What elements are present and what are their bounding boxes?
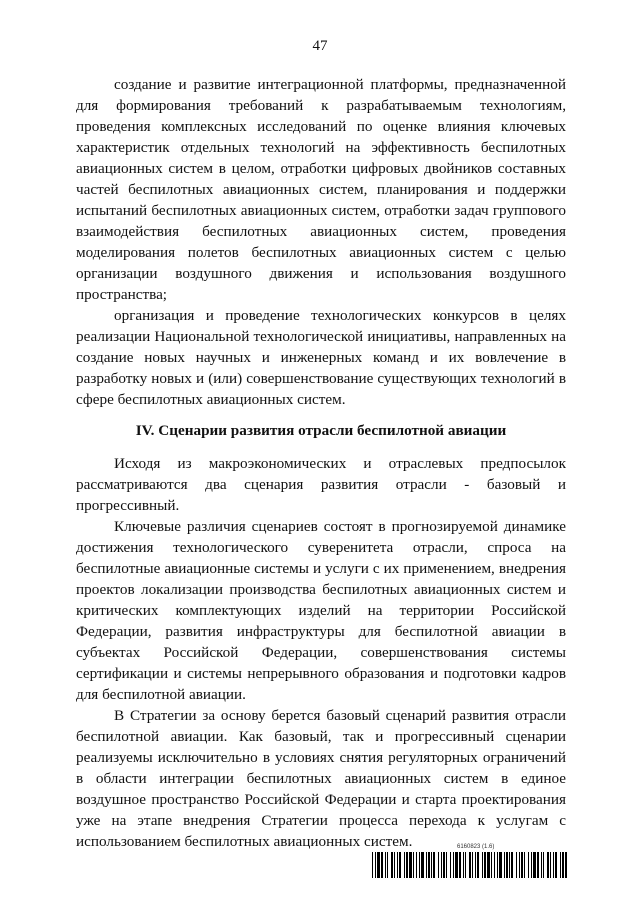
barcode-image: [372, 852, 567, 878]
document-body: [76, 74, 566, 852]
paragraph-two-scenarios: Исходя из макроэкономических и отраслевых предпосылок рассматриваются два сценария развития отрасли - базовый и прогрессивный.: [76, 455, 566, 514]
paragraph-scenario-differences: Ключевые различия сценариев состоят в прогнозируемой динамике достижения технологического суверенитета отрасли, спроса на беспилотные авиационные системы и услуги с их применением, внедрения проектов локализации производства беспилотных авиационных систем и критических комплектующих изделий на территории Российской Федерации, развития инфраструктуры для беспилотной авиации в субъектах Российской Федерации, совершенствования системы сертификации и системы непрерывного образования и подготовки кадров для беспилотной авиации.: [76, 518, 566, 703]
page-number: 47: [312, 38, 328, 54]
paragraph-base-scenario: В Стратегии за основу берется базовый сценарий развития отрасли беспилотной авиации. Как базовый, так и прогрессивный сценарии реализуемы исключительно в условиях снятия регуляторных ограничений в области интеграции беспилотных авиационных систем в единое воздушное пространство Российской Федерации и старта проектирования уже на этапе внедрения Стратегии процесса перехода к услугам с использованием беспилотных авиационных систем.: [76, 707, 566, 850]
paragraph-integration-platform: создание и развитие интеграционной платформы, предназначенной для формирования требований к разрабатываемым технологиям, проведения комплексных исследований по оценке влияния ключевых характеристик отдельных технологий на эффективность беспилотных авиационных систем в целом, отработки цифровых двойников составных частей беспилотных авиационных систем, планирования и поддержки испытаний беспилотных авиационных систем, отработки задач группового взаимодействия беспилотных авиационных систем, проведения моделирования полетов беспилотных авиационных систем с целью организации воздушного движения и использования воздушного пространства;: [76, 76, 566, 303]
paragraph-technology-contests: организация и проведение технологических конкурсов в целях реализации Национальной технологической инициативы, направленных на создание новых научных и инженерных команд и их вовлечение в разработку новых и (или) совершенствование существующих технологий в сфере беспилотных авиационных систем.: [76, 307, 566, 408]
document-code: 6160823 (1.6): [457, 844, 495, 850]
section-heading: IV. Сценарии развития отрасли беспилотной авиации: [135, 422, 507, 439]
